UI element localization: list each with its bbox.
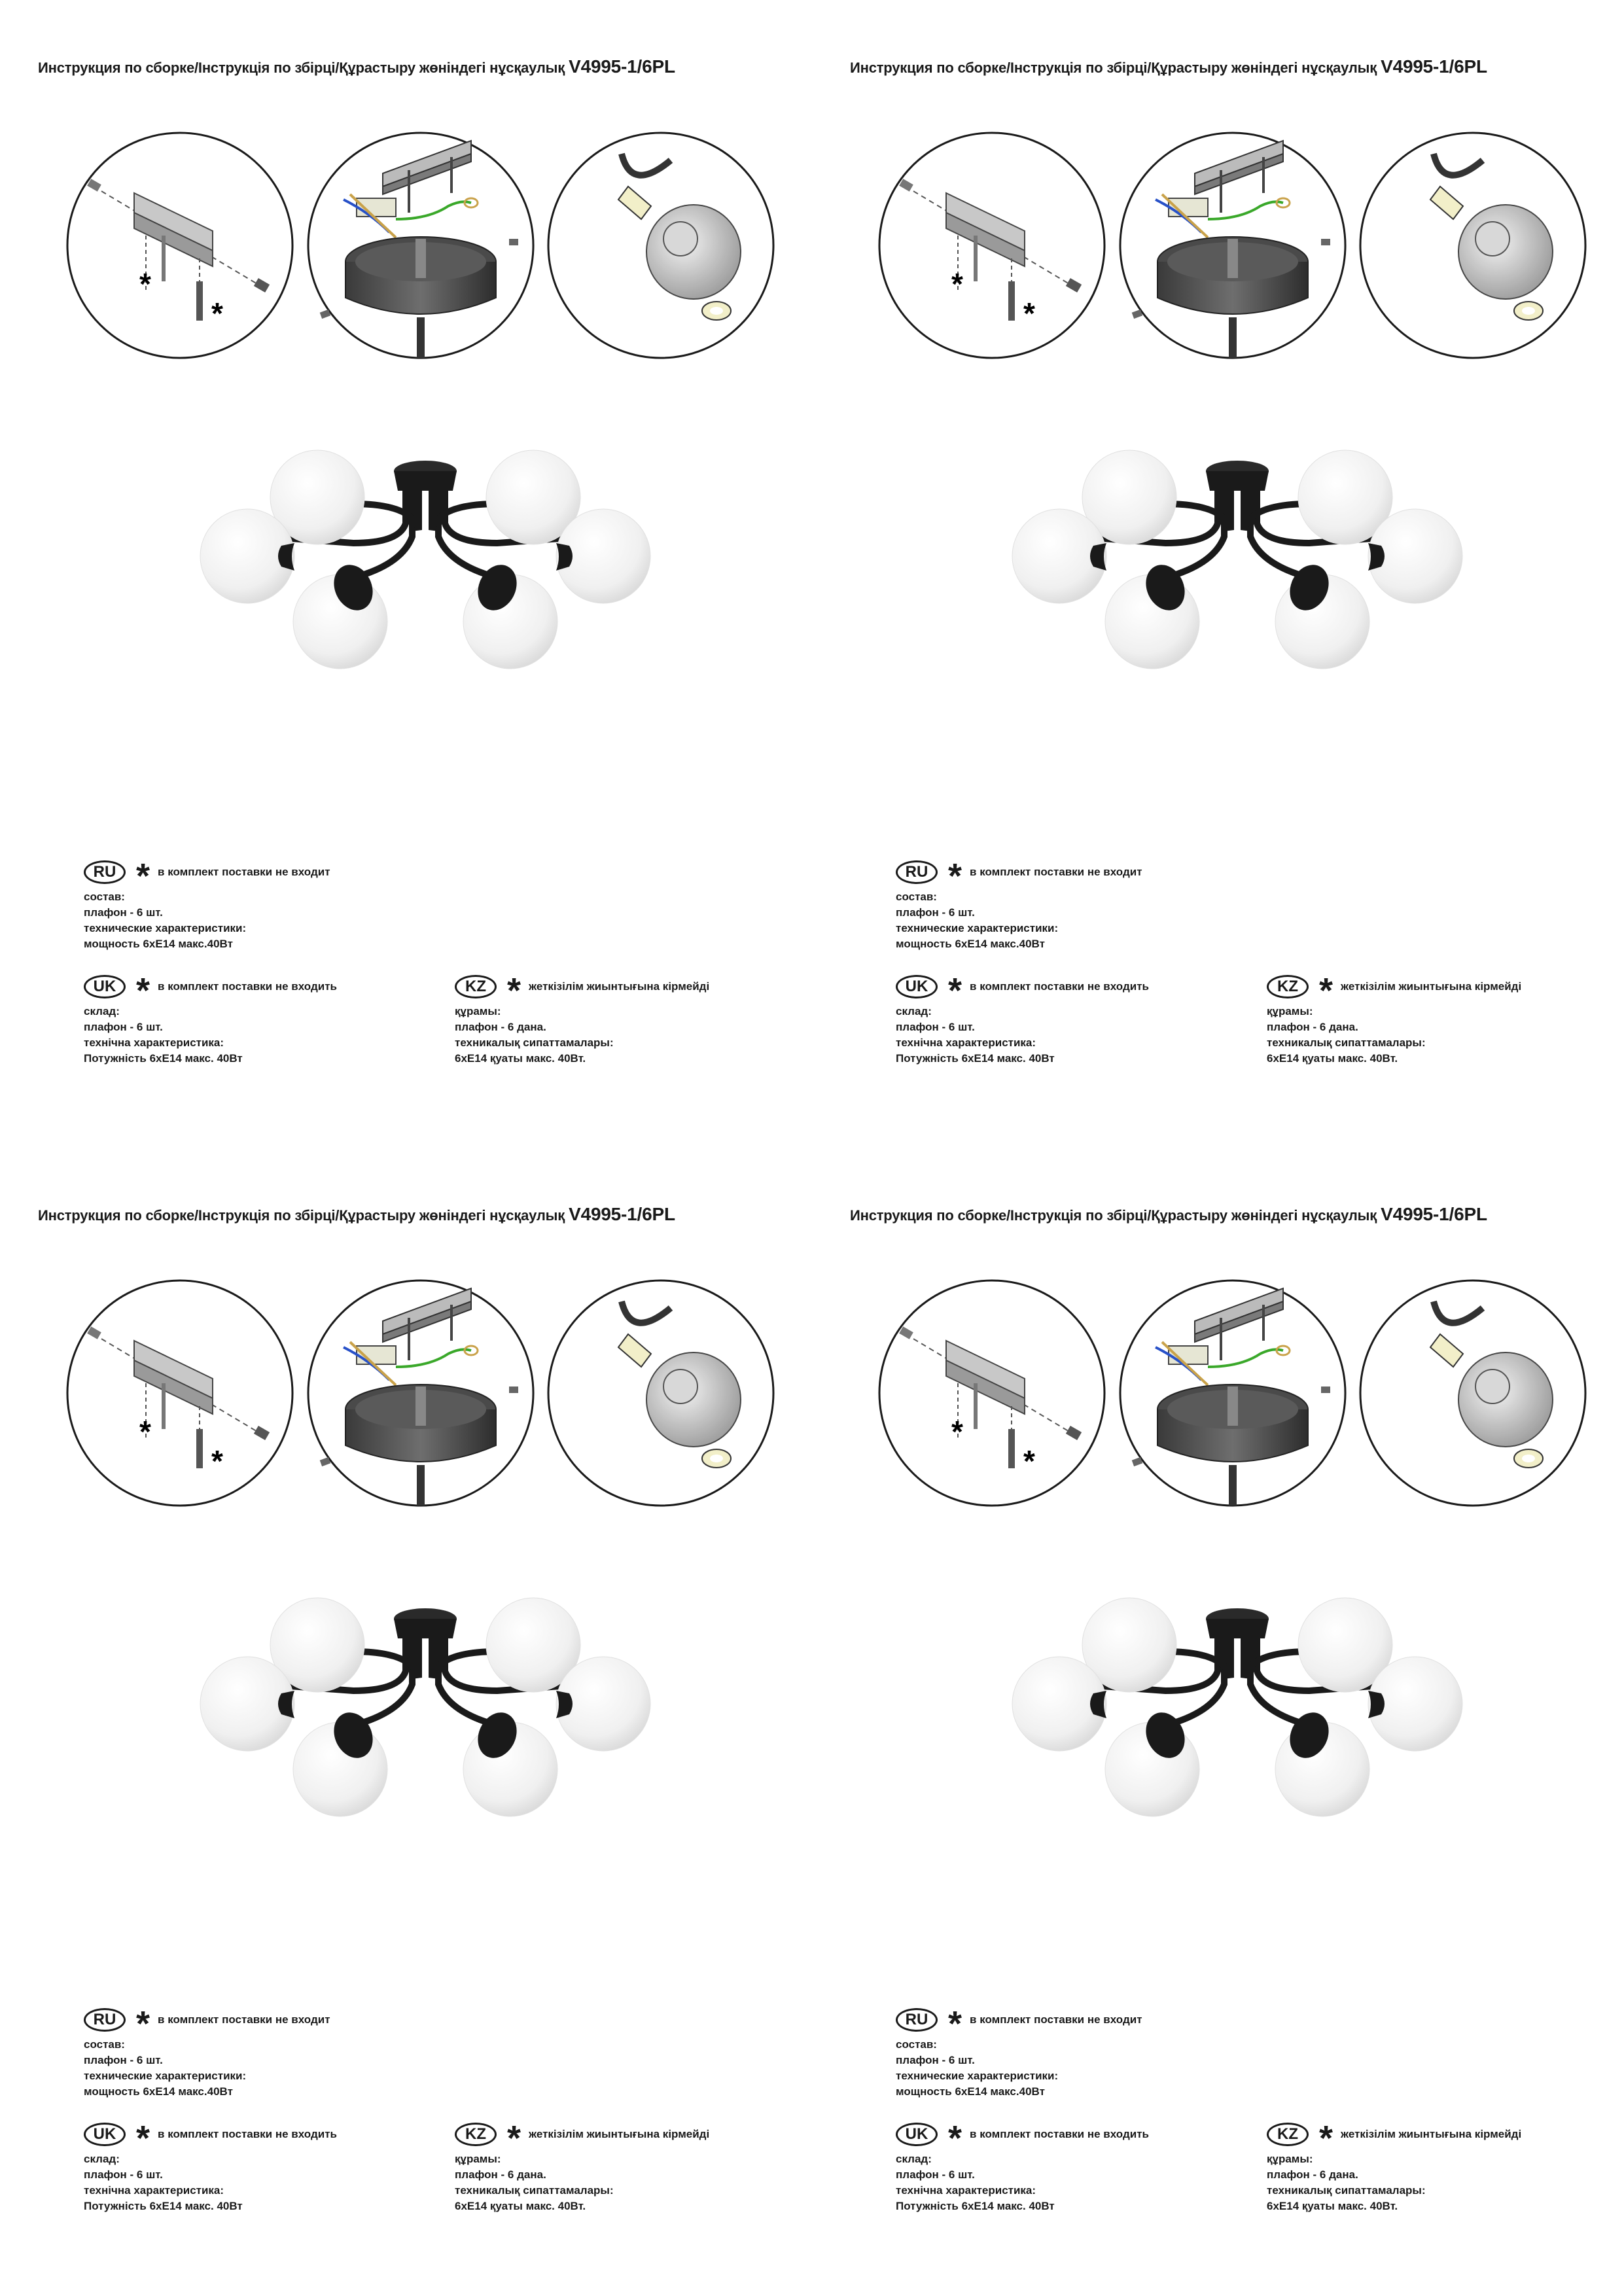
- asterisk-icon: *: [507, 2119, 521, 2158]
- composition-label: құрамы:: [455, 2153, 501, 2165]
- language-badge-kz: KZ: [455, 2123, 497, 2146]
- power-spec: мощность 6хЕ14 макс.40Вт: [84, 2085, 233, 2098]
- power-spec: мощность 6хЕ14 макс.40Вт: [896, 2085, 1045, 2098]
- globe-diagram: [548, 1280, 773, 1506]
- composition-label: склад:: [896, 2153, 932, 2165]
- power-spec: 6хЕ14 қуаты макс. 40Вт.: [1267, 1052, 1398, 1065]
- assembly-diagrams: [874, 121, 1594, 370]
- globe-diagram: [1360, 133, 1585, 358]
- assembly-diagrams: [62, 1269, 782, 1517]
- specs-label: технічна характеристика:: [896, 1036, 1036, 1049]
- instruction-panel-2: [812, 0, 1624, 1148]
- asterisk-icon: *: [136, 2004, 150, 2043]
- not-included-note: в комплект поставки не входить: [970, 980, 1149, 993]
- language-badge-uk: UK: [896, 2123, 938, 2146]
- not-included-note: в комплект поставки не входить: [158, 2128, 337, 2140]
- shade-count: плафон - 6 шт.: [84, 906, 163, 919]
- power-spec: Потужність 6хЕ14 макс. 40Вт: [84, 2200, 243, 2212]
- language-badge-kz: KZ: [1267, 2123, 1309, 2146]
- ceiling-lamp-illustration: [177, 1573, 674, 1835]
- specs-label: технические характеристики:: [896, 2070, 1059, 2082]
- asterisk-icon: *: [948, 971, 962, 1010]
- ceiling-lamp-illustration: [989, 1573, 1486, 1835]
- shade-count: плафон - 6 шт.: [84, 2054, 163, 2066]
- assembly-diagrams: [874, 1269, 1594, 1517]
- model-number: V4995-1/6PL: [569, 56, 675, 77]
- shade-count: плафон - 6 дана.: [455, 2168, 546, 2181]
- power-spec: 6хЕ14 қуаты макс. 40Вт.: [455, 1052, 586, 1065]
- page-title: [850, 56, 1487, 77]
- ru-section: [84, 859, 330, 952]
- asterisk-icon: *: [948, 2004, 962, 2043]
- composition-label: состав:: [896, 891, 937, 903]
- globe-diagram: [1360, 1280, 1585, 1506]
- language-badge-ru: RU: [84, 860, 126, 884]
- shade-count: плафон - 6 шт.: [84, 1021, 163, 1033]
- asterisk-icon: *: [136, 857, 150, 896]
- ru-section: [896, 859, 1142, 952]
- asterisk-icon: *: [136, 2119, 150, 2158]
- language-badge-ru: RU: [84, 2008, 126, 2032]
- model-number: V4995-1/6PL: [569, 1204, 675, 1224]
- uk-section: [84, 971, 337, 1067]
- not-included-note: жеткізілім жиынтығына кірмейді: [1341, 980, 1522, 993]
- language-badge-uk: UK: [896, 975, 938, 998]
- kz-section: [455, 971, 710, 1067]
- composition-label: состав:: [896, 2038, 937, 2051]
- shade-count: плафон - 6 шт.: [896, 1021, 975, 1033]
- composition-label: склад:: [84, 1005, 120, 1017]
- bracket-diagram: [879, 133, 1104, 358]
- power-spec: Потужність 6хЕ14 макс. 40Вт: [896, 2200, 1055, 2212]
- language-badge-kz: KZ: [455, 975, 497, 998]
- specs-label: техникалық сипаттамалары:: [455, 2184, 614, 2197]
- not-included-asterisk: *: [211, 1444, 223, 1478]
- not-included-asterisk: *: [139, 1415, 151, 1449]
- model-number: V4995-1/6PL: [1381, 56, 1487, 77]
- not-included-asterisk: *: [1023, 296, 1035, 330]
- specs-label: техникалық сипаттамалары:: [1267, 1036, 1426, 1049]
- specs-label: технічна характеристика:: [896, 2184, 1036, 2197]
- specs-label: технические характеристики:: [84, 922, 247, 934]
- shade-count: плафон - 6 дана.: [1267, 1021, 1358, 1033]
- not-included-note: жеткізілім жиынтығына кірмейді: [529, 980, 710, 993]
- power-spec: мощность 6хЕ14 макс.40Вт: [84, 938, 233, 950]
- language-badge-ru: RU: [896, 2008, 938, 2032]
- kz-section: [455, 2121, 709, 2214]
- shade-count: плафон - 6 шт.: [896, 2054, 975, 2066]
- page-title: [38, 56, 675, 77]
- bracket-diagram: [879, 1280, 1104, 1506]
- model-number: V4995-1/6PL: [1381, 1204, 1487, 1224]
- ceiling-lamp-illustration: [989, 425, 1486, 687]
- not-included-note: в комплект поставки не входит: [158, 866, 330, 878]
- asterisk-icon: *: [1319, 2119, 1333, 2158]
- wiring-diagram: [1120, 133, 1345, 358]
- page-title: [850, 1204, 1487, 1225]
- not-included-note: жеткізілім жиынтығына кірмейді: [529, 2128, 710, 2140]
- not-included-note: в комплект поставки не входит: [970, 2013, 1142, 2026]
- shade-count: плафон - 6 дана.: [455, 1021, 546, 1033]
- wiring-diagram: [308, 133, 533, 358]
- composition-label: склад:: [896, 1005, 932, 1017]
- ru-section: [896, 2004, 1142, 2100]
- not-included-asterisk: *: [139, 267, 151, 301]
- uk-section: [896, 2121, 1149, 2214]
- title-text: Инструкция по сборке/Інструкція по збірці/Құрастыру жөніндегі нұсқаулық: [38, 1207, 565, 1224]
- not-included-asterisk: *: [951, 1415, 963, 1449]
- not-included-asterisk: *: [211, 296, 223, 330]
- language-badge-kz: KZ: [1267, 975, 1309, 998]
- shade-count: плафон - 6 шт.: [84, 2168, 163, 2181]
- composition-label: құрамы:: [455, 1005, 501, 1017]
- shade-count: плафон - 6 шт.: [896, 2168, 975, 2181]
- bracket-diagram: [67, 133, 292, 358]
- ru-section: [84, 2004, 330, 2100]
- specs-label: технічна характеристика:: [84, 1036, 224, 1049]
- instruction-panel-3: [0, 1148, 812, 2295]
- asterisk-icon: *: [948, 2119, 962, 2158]
- not-included-asterisk: *: [1023, 1444, 1035, 1478]
- title-text: Инструкция по сборке/Інструкція по збірці/Құрастыру жөніндегі нұсқаулық: [850, 1207, 1377, 1224]
- specs-label: техникалық сипаттамалары:: [455, 1036, 614, 1049]
- language-badge-uk: UK: [84, 975, 126, 998]
- asterisk-icon: *: [1319, 971, 1333, 1010]
- wiring-diagram: [1120, 1280, 1345, 1506]
- asterisk-icon: *: [136, 971, 150, 1010]
- power-spec: 6хЕ14 қуаты макс. 40Вт.: [1267, 2200, 1398, 2212]
- kz-section: [1267, 971, 1522, 1067]
- shade-count: плафон - 6 шт.: [896, 906, 975, 919]
- asterisk-icon: *: [948, 857, 962, 896]
- power-spec: мощность 6хЕ14 макс.40Вт: [896, 938, 1045, 950]
- language-badge-ru: RU: [896, 860, 938, 884]
- shade-count: плафон - 6 дана.: [1267, 2168, 1358, 2181]
- uk-section: [896, 971, 1149, 1067]
- composition-label: состав:: [84, 2038, 125, 2051]
- title-text: Инструкция по сборке/Інструкція по збірці/Құрастыру жөніндегі нұсқаулық: [38, 60, 565, 76]
- uk-section: [84, 2121, 337, 2214]
- composition-label: склад:: [84, 2153, 120, 2165]
- specs-label: технические характеристики:: [84, 2070, 247, 2082]
- not-included-note: жеткізілім жиынтығына кірмейді: [1341, 2128, 1522, 2140]
- title-text: Инструкция по сборке/Інструкція по збірці/Құрастыру жөніндегі нұсқаулық: [850, 60, 1377, 76]
- instruction-panel-4: [812, 1148, 1624, 2295]
- composition-label: состав:: [84, 891, 125, 903]
- power-spec: 6хЕ14 қуаты макс. 40Вт.: [455, 2200, 586, 2212]
- composition-label: құрамы:: [1267, 2153, 1313, 2165]
- not-included-note: в комплект поставки не входить: [158, 980, 337, 993]
- power-spec: Потужність 6хЕ14 макс. 40Вт: [84, 1052, 243, 1065]
- not-included-note: в комплект поставки не входить: [970, 2128, 1149, 2140]
- specs-label: технічна характеристика:: [84, 2184, 224, 2197]
- assembly-diagrams: [62, 121, 782, 370]
- specs-label: технические характеристики:: [896, 922, 1059, 934]
- wiring-diagram: [308, 1280, 533, 1506]
- specs-label: техникалық сипаттамалары:: [1267, 2184, 1426, 2197]
- bracket-diagram: [67, 1280, 292, 1506]
- power-spec: Потужність 6хЕ14 макс. 40Вт: [896, 1052, 1055, 1065]
- kz-section: [1267, 2121, 1521, 2214]
- not-included-note: в комплект поставки не входит: [158, 2013, 330, 2026]
- instruction-panel-1: [0, 0, 812, 1148]
- page-title: [38, 1204, 675, 1225]
- not-included-asterisk: *: [951, 267, 963, 301]
- not-included-note: в комплект поставки не входит: [970, 866, 1142, 878]
- asterisk-icon: *: [507, 971, 521, 1010]
- ceiling-lamp-illustration: [177, 425, 674, 687]
- composition-label: құрамы:: [1267, 1005, 1313, 1017]
- globe-diagram: [548, 133, 773, 358]
- language-badge-uk: UK: [84, 2123, 126, 2146]
